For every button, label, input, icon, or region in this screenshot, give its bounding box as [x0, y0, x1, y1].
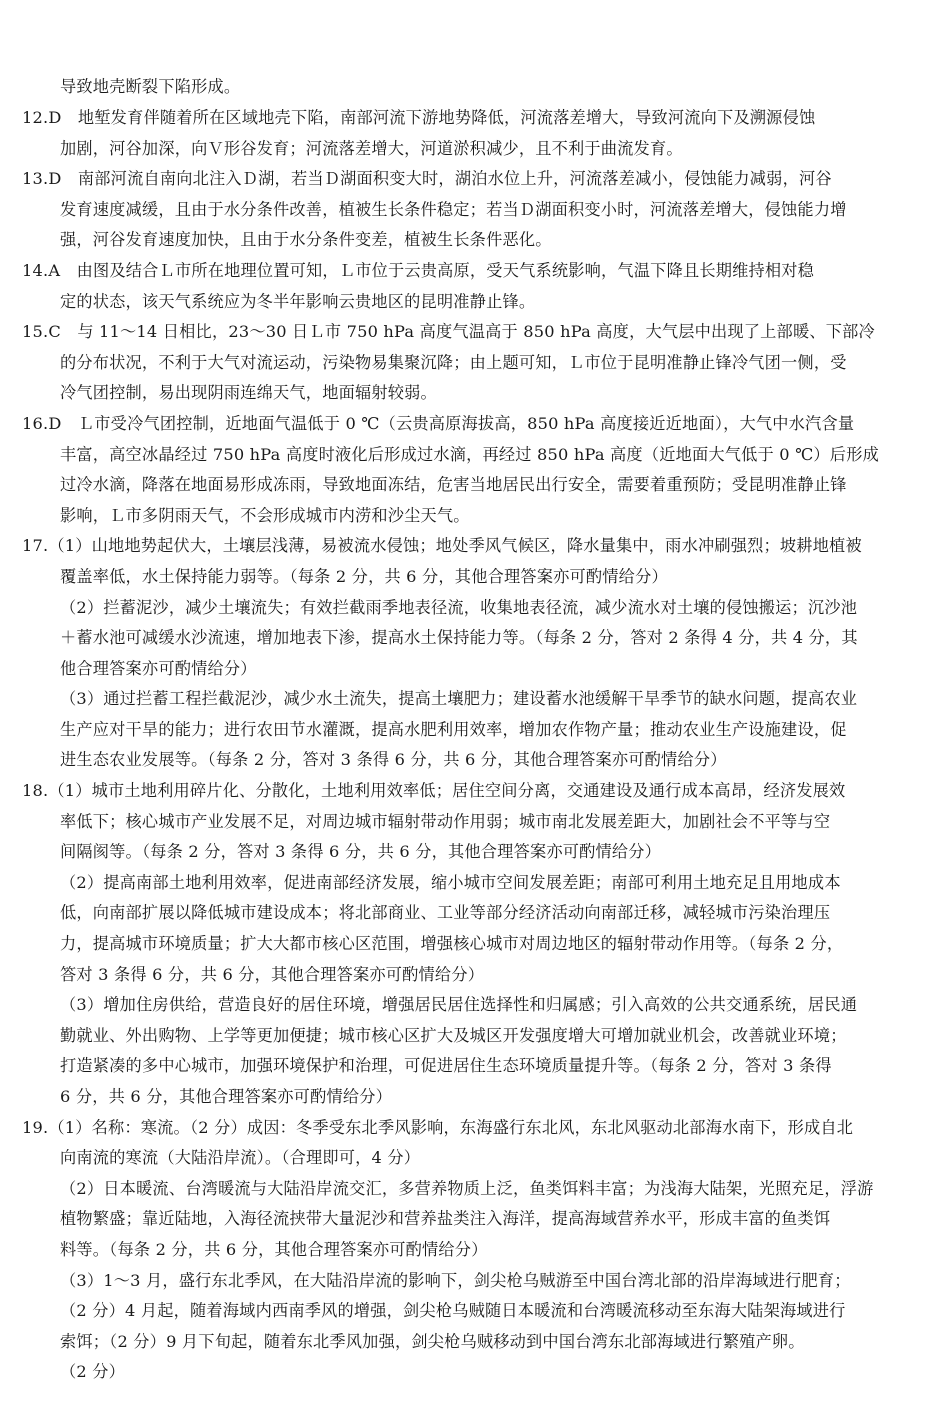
q19-line-3: （2）日本暖流、台湾暖流与大陆沿岸流交汇，多营养物质上泛，鱼类饵料丰富；为浅海大陆架，光照充足，浮游: [60, 1178, 874, 1198]
q17-line-8: 进生态农业发展等。（每条 2 分，答对 3 条得 6 分，共 6 分，其他合理答案亦可酌情给分）: [60, 750, 727, 770]
answer-body: [22, 103, 879, 1388]
q15-line-3: 冷气团控制，易出现阴雨连绵天气，地面辐射较弱。: [60, 383, 437, 403]
q19-line-2: 向南流的寒流（大陆沿岸流）。（合理即可，4 分）: [60, 1148, 421, 1168]
q18-line-11: 6 分，共 6 分，其他合理答案亦可酌情给分）: [60, 1087, 393, 1106]
q13-line-3: 强，河谷发育速度加快，且由于水分条件变差，植被生长条件恶化。: [60, 230, 552, 250]
q18-line-6: 力，提高城市环境质量；扩大大都市核心区范围，增强核心城市对周边地区的辐射带动作用等。（每条 2 分，: [60, 934, 844, 954]
q19-line-9: （2 分）: [60, 1362, 126, 1382]
q16-line-1: 16.D Ｌ市受冷气团控制，近地面气温低于 0 ℃（云贵高原海拔高，850 hPa 高度接近近地面），大气中水汽含量: [22, 413, 855, 433]
q18-line-9: 勤就业、外出购物、上学等更加便捷；城市核心区扩大及城区开发强度增大可增加就业机会，改善就业环境；: [60, 1025, 847, 1045]
q19-line-6: （3）1～3 月，盛行东北季风，在大陆沿岸流的影响下，剑尖枪乌贼游至中国台湾北部的沿岸海域进行肥育；: [60, 1270, 851, 1290]
q15-line-1: 15.C 与 11～14 日相比，23～30 日Ｌ市 750 hPa 高度气温高于 850 hPa 高度，大气层中出现了上部暖、下部冷: [22, 322, 875, 342]
q13-line-1: 13.D 南部河流自南向北注入Ｄ湖，若当Ｄ湖面积变大时，湖泊水位上升，河流落差减小，侵蚀能力减弱，河谷: [22, 169, 832, 189]
q18-line-5: 低，向南部扩展以降低城市建设成本；将北部商业、工业等部分经济活动向南部迁移，减轻城市污染治理压: [60, 903, 831, 923]
q18-line-8: （3）增加住房供给，营造良好的居住环境，增强居民居住选择性和归属感；引入高效的公共交通系统，居民通: [60, 995, 858, 1015]
q18-line-10: 打造紧凑的多中心城市，加强环境保护和治理，可促进居住生态环境质量提升等。（每条 2 分，答对 3 条得: [60, 1056, 832, 1076]
q16-line-4: 影响，Ｌ市多阴雨天气，不会形成城市内涝和沙尘天气。: [60, 505, 470, 525]
q19-line-7: （2 分）4 月起，随着海域内西南季风的增强，剑尖枪乌贼随日本暖流和台湾暖流移动至东海大陆架海域进行: [60, 1301, 846, 1321]
q19-line-5: 料等。（每条 2 分，共 6 分，其他合理答案亦可酌情给分）: [60, 1239, 488, 1259]
q17-line-3: （2）拦蓄泥沙，减少土壤流失；有效拦截雨季地表径流，收集地表径流，减少流水对土壤的侵蚀搬运；沉沙池: [60, 597, 858, 617]
q18-line-7: 答对 3 条得 6 分，共 6 分，其他合理答案亦可酌情给分）: [60, 964, 485, 984]
q17-line-7: 生产应对干旱的能力；进行农田节水灌溉，提高水肥利用效率，增加农作物产量；推动农业生产设施建设，促: [60, 719, 847, 739]
q17-line-6: （3）通过拦蓄工程拦截泥沙，减少水土流失，提高土壤肥力；建设蓄水池缓解干旱季节的缺水问题，提高农业: [60, 689, 858, 709]
q17-line-5: 他合理答案亦可酌情给分）: [60, 658, 257, 678]
q17-line-2: 覆盖率低，水土保持能力弱等。（每条 2 分，共 6 分，其他合理答案亦可酌情给分）: [60, 566, 668, 586]
q19-line-4: 植物繁盛；靠近陆地，入海径流挟带大量泥沙和营养盐类注入海洋，提高海域营养水平，形成丰富的鱼类饵: [60, 1209, 831, 1229]
q15-line-2: 的分布状况，不利于大气对流运动，污染物易集聚沉降；由上题可知，Ｌ市位于昆明准静止锋冷气团一侧，受: [60, 352, 847, 372]
q16-line-3: 过冷水滴，降落在地面易形成冻雨，导致地面冻结，危害当地居民出行安全，需要着重预防；受昆明准静止锋: [60, 475, 847, 495]
q12-line-2: 加剧，河谷加深，向Ｖ形谷发育；河流落差增大，河道淤积减少，且不利于曲流发育。: [60, 138, 683, 158]
q14-line-1: 14.A 由图及结合Ｌ市所在地理位置可知，Ｌ市位于云贵高原，受天气系统影响，气温下降且长期维持相对稳: [22, 260, 815, 280]
q16-line-2: 丰富，高空冰晶经过 750 hPa 高度时液化后形成过水滴，再经过 850 hPa 高度（近地面大气低于 0 ℃）后形成: [60, 444, 879, 464]
q18-line-1: 18.（1）城市土地利用碎片化、分散化，土地利用效率低；居住空间分离，交通建设及通行成本高昂，经济发展效: [22, 781, 846, 801]
q12-line-1: 12.D 地堑发育伴随着所在区域地壳下陷，南部河流下游地势降低，河流落差增大，导致河流向下及溯源侵蚀: [22, 108, 816, 127]
text-line: 导致地壳断裂下陷形成。: [60, 77, 241, 96]
q18-line-2: 率低下；核心城市产业发展不足，对周边城市辐射带动作用弱；城市南北发展差距大，加剧社会不平等与空: [60, 811, 831, 831]
q19-line-8: 索饵；（2 分）9 月下旬起，随着东北季风加强，剑尖枪乌贼移动到中国台湾东北部海域进行繁殖产卵。: [60, 1331, 805, 1351]
q18-line-4: （2）提高南部土地利用效率，促进南部经济发展，缩小城市空间发展差距；南部可利用土地充足且用地成本: [60, 872, 841, 892]
q17-line-1: 17.（1）山地地势起伏大，土壤层浅薄，易被流水侵蚀；地处季风气候区，降水量集中，雨水冲刷强烈；坡耕地植被: [22, 536, 862, 556]
q17-line-4: ＋蓄水池可减缓水沙流速，增加地表下渗，提高水土保持能力等。（每条 2 分，答对 2 条得 4 分，共 4 分，其: [60, 628, 858, 648]
q19-line-1: 19.（1）名称：寒流。（2 分）成因：冬季受东北季风影响，东海盛行东北风，东北风驱动北部海水南下，形成自北: [22, 1117, 854, 1137]
q14-line-2: 定的状态，该天气系统应为冬半年影响云贵地区的昆明准静止锋。: [60, 291, 536, 311]
q13-line-2: 发育速度减缓，且由于水分条件改善，植被生长条件稳定；若当Ｄ湖面积变小时，河流落差增大，侵蚀能力增: [60, 199, 847, 219]
q18-line-3: 间隔阂等。（每条 2 分，答对 3 条得 6 分，共 6 分，其他合理答案亦可酌情给分）: [60, 842, 662, 862]
